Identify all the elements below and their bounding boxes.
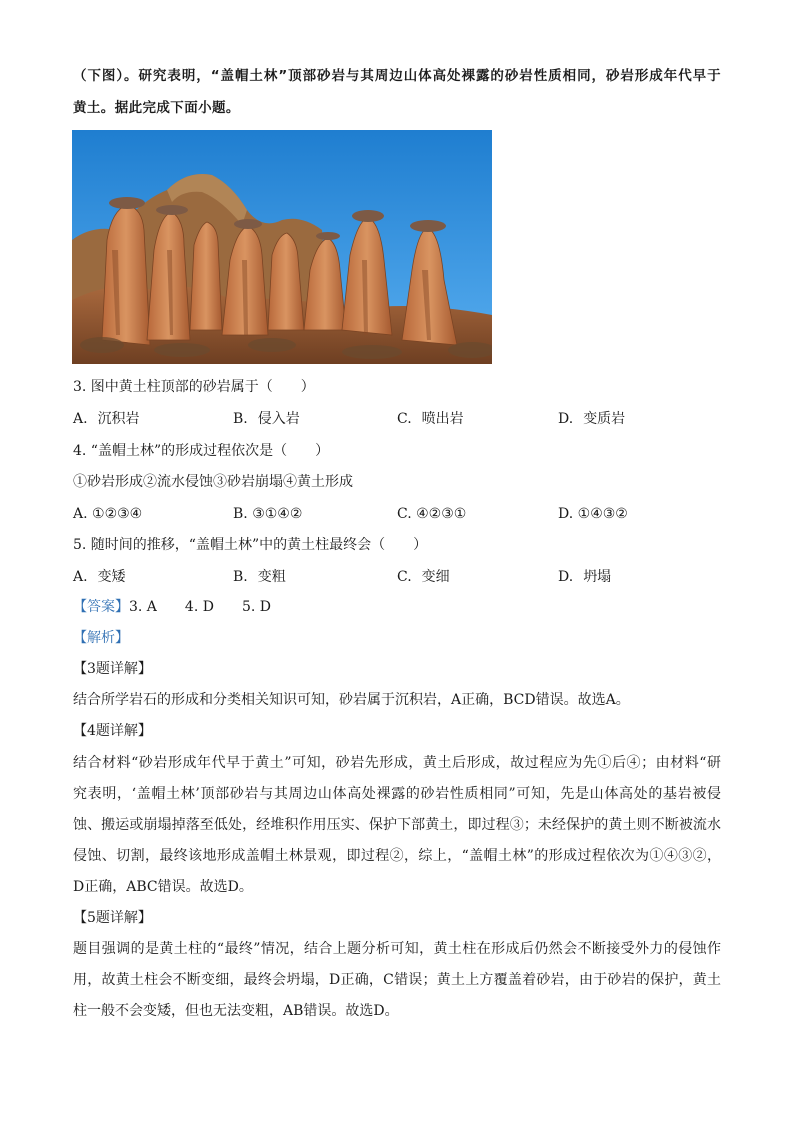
question-3-stem: 3. 图中黄土柱顶部的砂岩属于（ ） [73, 379, 315, 395]
q3-option-c[interactable]: C. 喷出岩 [397, 411, 464, 427]
detail-4-line-3: 蚀、搬运或崩塌掉落至低处，经堆积作用压实、保护下部黄土，即过程③；未经保护的黄土则不断被流水 [73, 817, 721, 833]
question-4-process: ①砂岩形成②流水侵蚀③砂岩崩塌④黄土形成 [73, 474, 353, 490]
detail-3-line-1: 结合所学岩石的形成和分类相关知识可知，砂岩属于沉积岩，A正确，BCD错误。故选A。 [73, 692, 630, 708]
answer-item-5: 5. D [241, 599, 272, 615]
detail-5-line-2: 用，故黄土柱会不断变细，最终会坍塌，D正确，C错误；黄土上方覆盖着砂岩，由于砂岩的保护，黄土 [73, 972, 721, 988]
q4-option-b[interactable]: B. ③①④② [233, 506, 303, 522]
answer-line [73, 597, 299, 617]
answer-label: 【答案】 [73, 599, 129, 615]
q5-option-b[interactable]: B. 变粗 [233, 569, 286, 585]
question-3-options [73, 409, 721, 429]
hoodoo-photo [72, 130, 492, 364]
detail-3-title: 【3题详解】 [73, 661, 152, 677]
q3-option-a[interactable]: A. 沉积岩 [73, 411, 140, 427]
question-5-options [73, 567, 721, 587]
q5-option-d[interactable]: D. 坍塌 [558, 569, 612, 585]
detail-5-title: 【5题详解】 [73, 910, 152, 926]
q3-option-b[interactable]: B. 侵入岩 [233, 411, 300, 427]
q4-option-a[interactable]: A. ①②③④ [73, 506, 143, 522]
detail-4-line-4: 侵蚀、切割，最终该地形成盖帽土林景观，即过程②，综上，“盖帽土林”的形成过程依次为①④③②， [73, 848, 721, 864]
detail-4-title: 【4题详解】 [73, 723, 152, 739]
q5-option-c[interactable]: C. 变细 [397, 569, 450, 585]
intro-line-2: 黄土。据此完成下面小题。 [73, 100, 240, 116]
question-5-stem: 5. 随时间的推移，“盖帽土林”中的黄土柱最终会（ ） [73, 537, 428, 553]
detail-5-line-1: 题目强调的是黄土柱的“最终”情况，结合上题分析可知，黄土柱在形成后仍然会不断接受外力的侵蚀作 [73, 941, 721, 957]
question-4-stem: 4. “盖帽土林”的形成过程依次是（ ） [73, 443, 330, 459]
q3-option-d[interactable]: D. 变质岩 [558, 411, 626, 427]
answer-item-3: 3. A [129, 599, 157, 615]
detail-5-line-3: 柱一般不会变矮，但也无法变粗，AB错误。故选D。 [73, 1003, 399, 1019]
q5-option-a[interactable]: A. 变矮 [73, 569, 126, 585]
intro-line-1: （下图）。研究表明，“盖帽土林”顶部砂岩与其周边山体高处裸露的砂岩性质相同，砂岩形成年代早于 [73, 68, 721, 84]
answer-item-4: 4. D [184, 599, 214, 615]
detail-4-line-2: 究表明，‘盖帽土林’顶部砂岩与其周边山体高处裸露的砂岩性质相同”可知，先是山体高处的基岩被侵 [73, 786, 721, 802]
detail-4-line-5: D正确，ABC错误。故选D。 [73, 879, 253, 895]
q4-option-d[interactable]: D. ①④③② [558, 506, 628, 522]
question-4-options [73, 504, 721, 524]
q4-option-c[interactable]: C. ④②③① [397, 506, 467, 522]
analysis-label: 【解析】 [73, 630, 129, 646]
detail-4-line-1: 结合材料“砂岩形成年代早于黄土”可知，砂岩先形成，黄土后形成，故过程应为先①后④；由材料“研 [73, 755, 721, 771]
